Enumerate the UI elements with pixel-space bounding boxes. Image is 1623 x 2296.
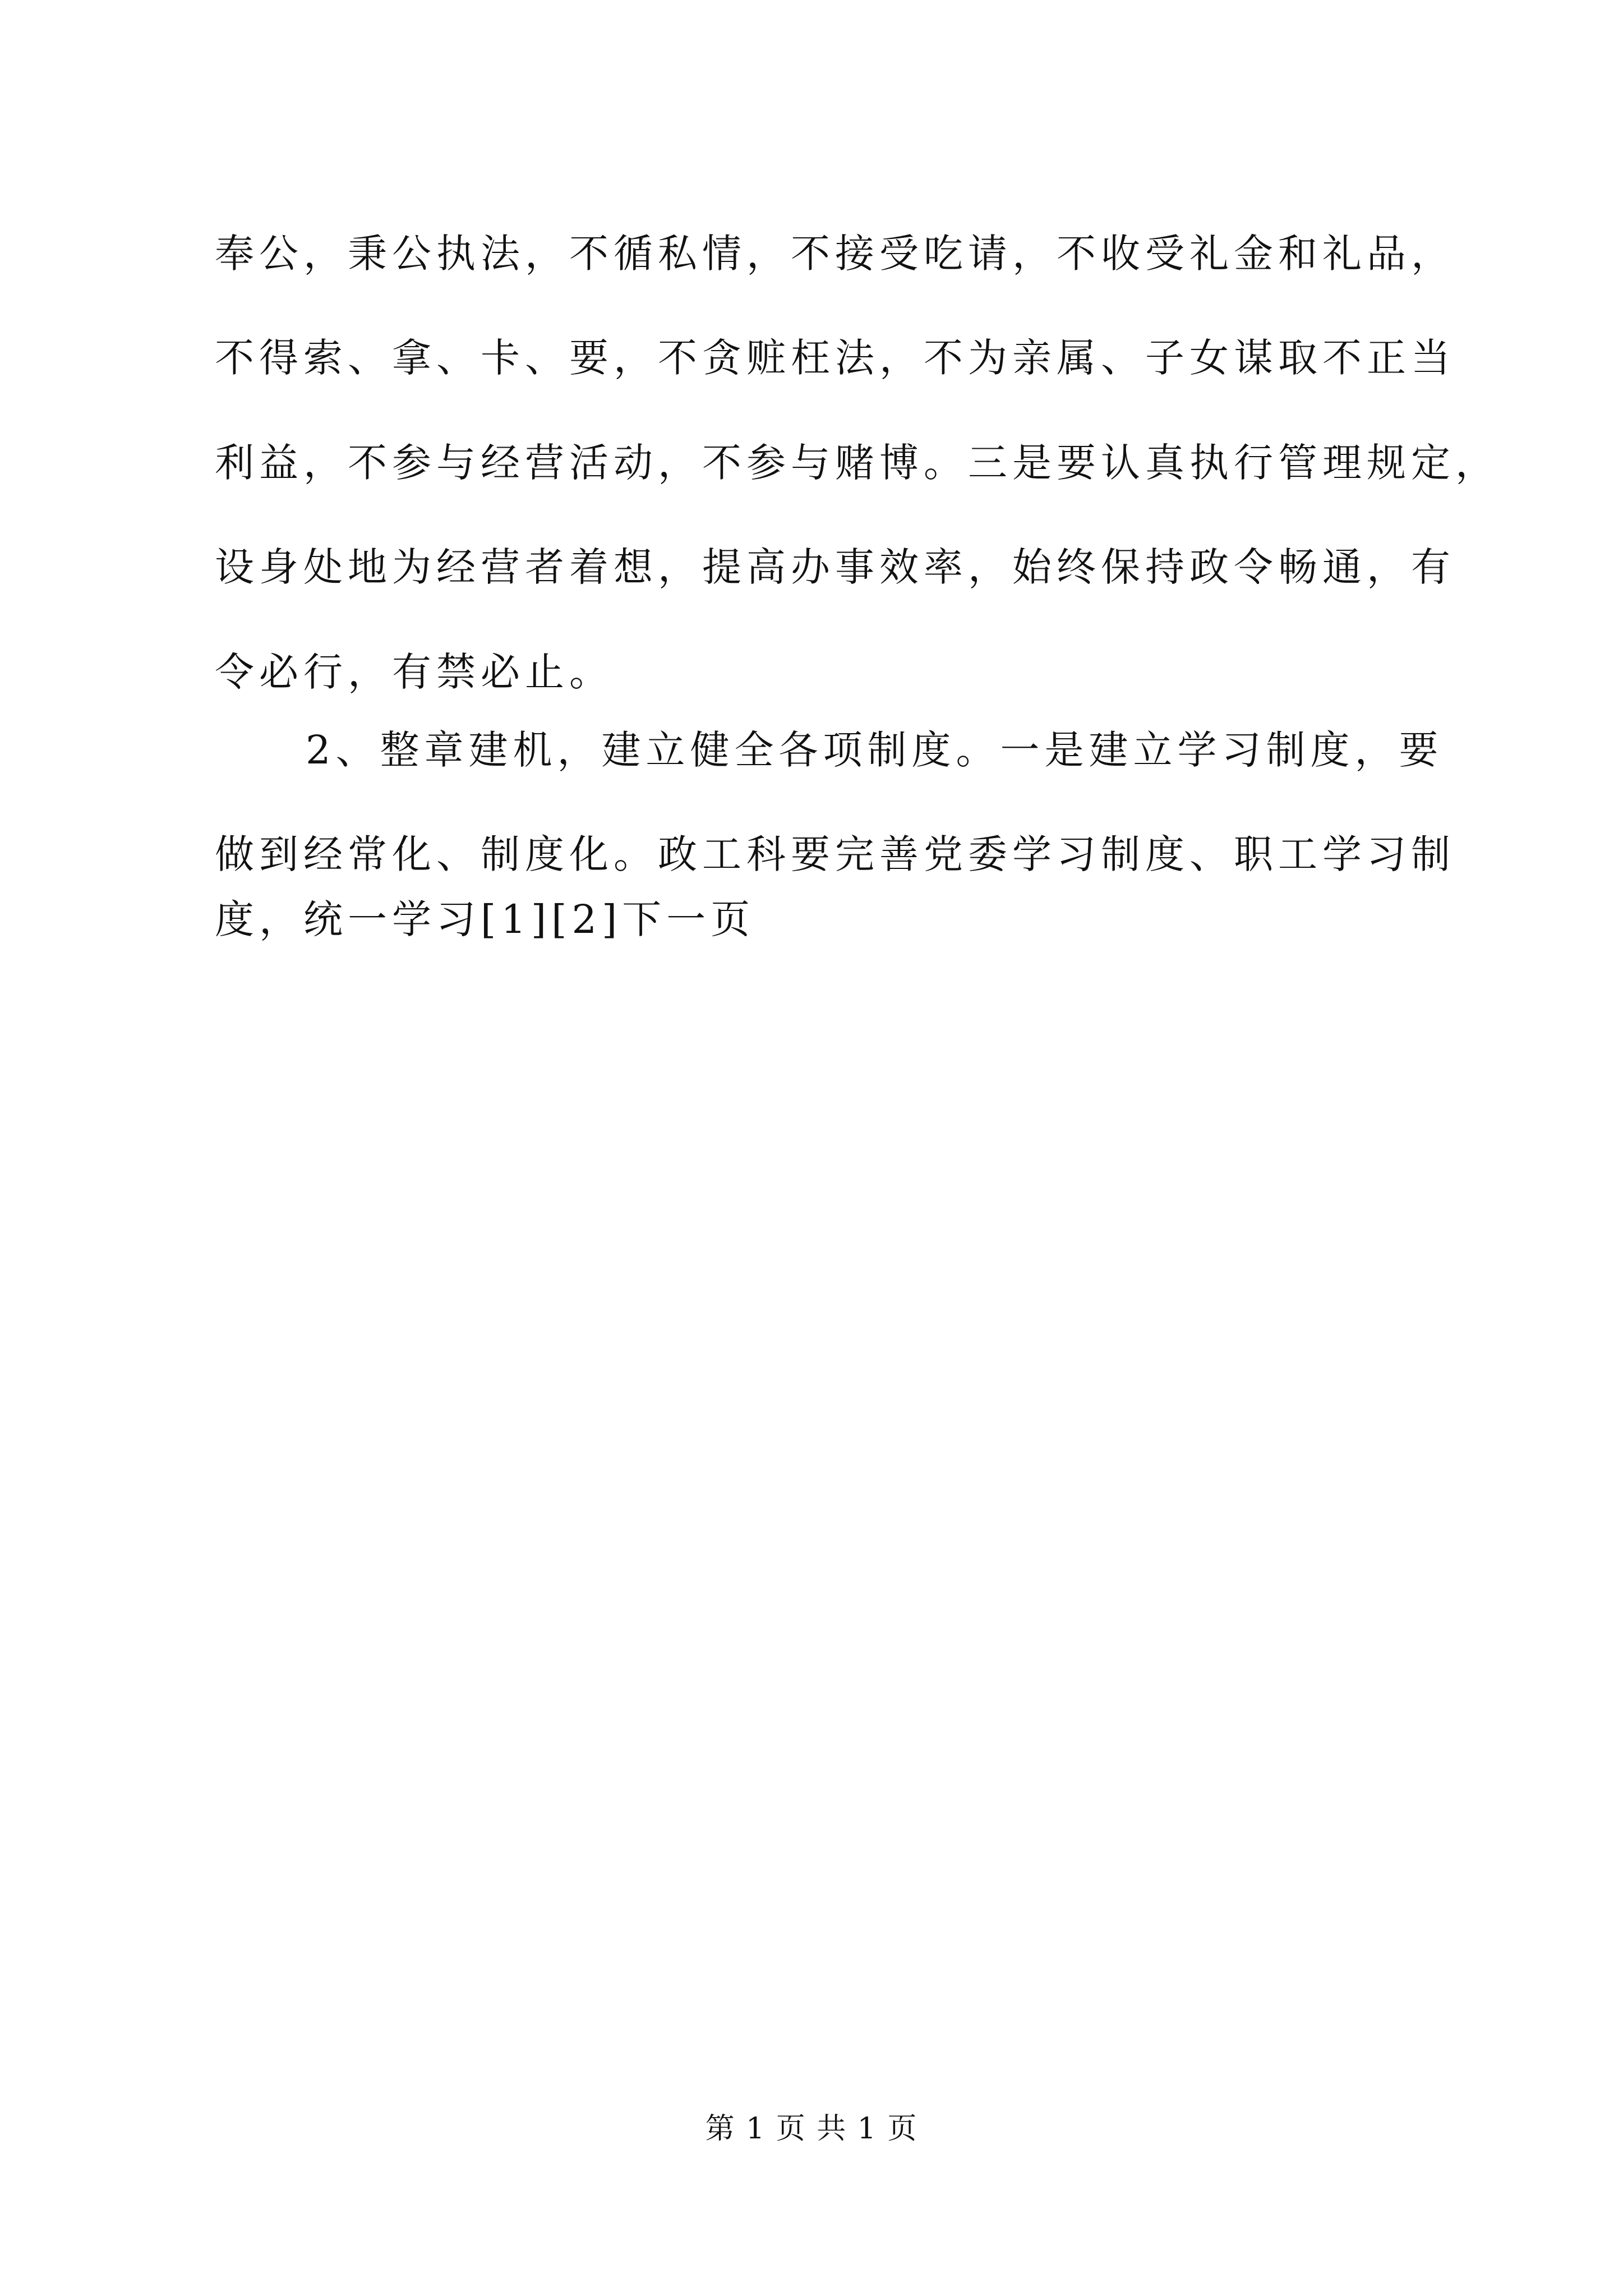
page-footer: 第 1 页 共 1 页 [705,2112,918,2146]
paragraph-first-line: 2、整章建机，建立健全各项制度。一是建立学习制度，要 [306,727,1444,773]
text-line: 奉公，秉公执法，不循私情，不接受吃请，不收受礼金和礼品， [215,231,1455,277]
text-line: 令必行，有禁必止。 [215,649,614,695]
text-line: 不得索、拿、卡、要，不贪赃枉法，不为亲属、子女谋取不正当 [215,335,1455,381]
text-line-with-pagination: 度，统一学习[1][2]下一页 [215,896,755,942]
text-line: 做到经常化、制度化。政工科要完善党委学习制度、职工学习制 [215,831,1455,877]
text-line: 利益，不参与经营活动，不参与赌博。三是要认真执行管理规定， [215,440,1500,486]
text-line: 设身处地为经营者着想，提高办事效率，始终保持政令畅通，有 [215,544,1455,590]
